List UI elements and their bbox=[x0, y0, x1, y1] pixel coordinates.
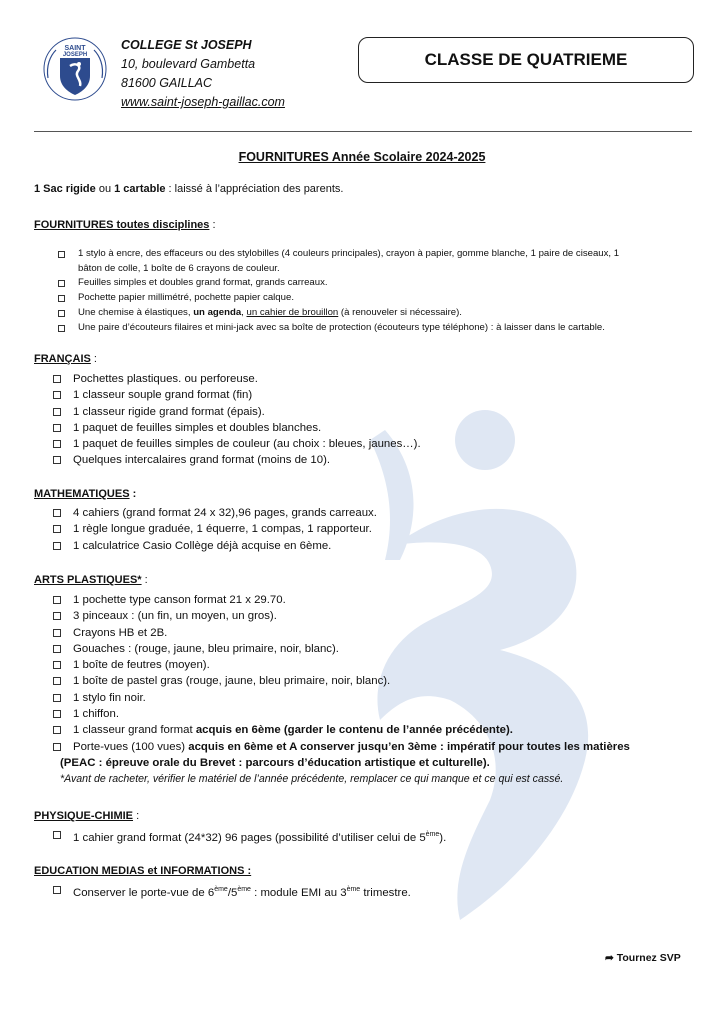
list-item bbox=[58, 306, 698, 321]
item-text: 1 classeur grand format bbox=[73, 724, 196, 737]
item-text: 1 pochette type canson format 21 x 29.70. bbox=[73, 594, 286, 606]
bag-option-2: 1 cartable bbox=[114, 183, 166, 195]
superscript: ème bbox=[425, 831, 440, 838]
item-text: 1 stylo à encre, des effaceurs ou des stylobilles (4 couleurs principales), crayon à papier, gomme blanche, 1 paire de ciseaux, 1 bbox=[78, 248, 620, 259]
item-text: Gouaches : (rouge, jaune, bleu primaire, noir, blanc). bbox=[73, 642, 339, 655]
checkbox-icon[interactable] bbox=[53, 629, 61, 637]
arts-footnote: *Avant de racheter, vérifier le matériel de l’année précédente, remplacer ce qui manque et ce qui est cassé. bbox=[60, 773, 564, 785]
item-text: 1 classeur rigide grand format (épais). bbox=[73, 405, 265, 418]
list-item bbox=[53, 722, 630, 738]
arts-colon: : bbox=[141, 574, 148, 586]
checkbox-icon[interactable] bbox=[53, 726, 61, 734]
address-line-1: 10, boulevard Gambetta bbox=[121, 57, 256, 71]
list-item bbox=[58, 321, 698, 336]
section-heading-maths bbox=[34, 488, 136, 500]
list-item bbox=[58, 247, 698, 262]
physique-list bbox=[53, 827, 446, 846]
checkbox-icon[interactable] bbox=[53, 375, 61, 383]
item-text-underline: un cahier de brouillon bbox=[246, 306, 339, 318]
arts-list bbox=[53, 592, 630, 755]
item-text: 1 chiffon. bbox=[73, 708, 120, 721]
item-text: 1 paquet de feuilles simples de couleur (au choix : bleues, jaunes…). bbox=[73, 438, 421, 451]
checkbox-icon[interactable] bbox=[53, 612, 61, 620]
checkbox-icon[interactable] bbox=[53, 408, 61, 416]
list-item bbox=[53, 608, 630, 624]
physique-heading: PHYSIQUE-CHIMIE bbox=[34, 810, 134, 822]
page-title: FOURNITURES Année Scolaire 2024-2025 bbox=[238, 150, 486, 164]
item-text: 3 pinceaux : (un fin, un moyen, un gros). bbox=[73, 610, 277, 623]
list-item bbox=[53, 673, 630, 689]
list-item bbox=[53, 592, 630, 608]
item-text: Quelques intercalaires grand format (moins de 10). bbox=[73, 454, 331, 467]
turn-page-note bbox=[605, 952, 681, 964]
list-item bbox=[53, 739, 630, 755]
list-item bbox=[53, 882, 411, 901]
list-item bbox=[58, 262, 698, 277]
bag-or: ou bbox=[95, 183, 115, 195]
item-text: 1 stylo fin noir. bbox=[73, 691, 146, 704]
item-text: Crayons HB et 2B. bbox=[73, 626, 168, 639]
list-item bbox=[53, 625, 630, 641]
checkbox-icon[interactable] bbox=[53, 391, 61, 399]
checkbox-icon[interactable] bbox=[53, 456, 61, 464]
checkbox-icon[interactable] bbox=[53, 831, 61, 839]
checkbox-icon[interactable] bbox=[58, 295, 65, 302]
maths-heading: MATHEMATIQUES bbox=[34, 488, 130, 500]
item-text: 1 boîte de feutres (moyen). bbox=[73, 659, 210, 672]
item-text: : module EMI au 3 bbox=[250, 886, 347, 899]
svg-text:JOSEPH: JOSEPH bbox=[62, 52, 88, 58]
list-item bbox=[53, 706, 630, 722]
checkbox-icon[interactable] bbox=[53, 440, 61, 448]
school-address-block bbox=[121, 36, 285, 112]
list-item bbox=[53, 538, 377, 554]
checkbox-icon[interactable] bbox=[58, 251, 65, 258]
checkbox-icon[interactable] bbox=[58, 325, 65, 332]
item-text: Pochette papier millimétré, pochette papier calque. bbox=[78, 292, 294, 304]
list-item bbox=[53, 452, 421, 468]
francais-heading: FRANÇAIS bbox=[34, 353, 91, 365]
section-heading-arts bbox=[34, 574, 148, 586]
school-website-link[interactable]: www.saint-joseph-gaillac.com bbox=[121, 95, 285, 109]
item-text: /5 bbox=[227, 886, 238, 899]
list-item bbox=[53, 436, 421, 452]
school-logo bbox=[42, 36, 108, 102]
address-line-2: 81600 GAILLAC bbox=[121, 76, 213, 90]
item-text: 1 boîte de pastel gras (rouge, jaune, bleu primaire, noir, blanc). bbox=[73, 675, 391, 688]
list-item bbox=[53, 641, 630, 657]
checkbox-icon[interactable] bbox=[53, 694, 61, 702]
turn-page-label: Tournez SVP bbox=[616, 952, 681, 964]
superscript: ème bbox=[214, 886, 228, 893]
bag-option-1: 1 Sac rigide bbox=[34, 183, 96, 195]
item-text: Une chemise à élastiques, bbox=[78, 306, 194, 318]
checkbox-icon[interactable] bbox=[53, 886, 61, 894]
checkbox-icon[interactable] bbox=[53, 677, 61, 685]
item-text: 4 cahiers (grand format 24 x 32),96 pages, grands carreaux. bbox=[73, 507, 377, 519]
peac-note: (PEAC : épreuve orale du Brevet : parcours d’éducation artistique et culturelle). bbox=[60, 757, 490, 769]
checkbox-icon[interactable] bbox=[53, 424, 61, 432]
emi-list bbox=[53, 882, 411, 901]
list-item bbox=[53, 521, 377, 537]
arts-heading: ARTS PLASTIQUES* bbox=[34, 574, 142, 586]
item-text: 1 calculatrice Casio Collège déjà acquise en 6ème. bbox=[73, 539, 332, 552]
list-item bbox=[53, 420, 421, 436]
class-label-box: CLASSE DE QUATRIEME bbox=[358, 37, 694, 83]
item-text: (à renouveler si nécessaire). bbox=[338, 306, 462, 318]
checkbox-icon[interactable] bbox=[53, 710, 61, 718]
turn-page-icon: ➦ bbox=[605, 952, 614, 964]
bag-line bbox=[34, 183, 343, 195]
item-text-bold: acquis en 6ème et A conserver jusqu’en 3ème : impératif pour toutes les matières bbox=[188, 740, 630, 753]
list-item bbox=[53, 827, 446, 846]
list-item bbox=[53, 371, 421, 387]
list-item bbox=[53, 657, 630, 673]
item-text: Feuilles simples et doubles grand format, grands carreaux. bbox=[78, 277, 328, 289]
maths-colon: : bbox=[129, 488, 137, 500]
list-item bbox=[53, 404, 421, 420]
maths-list bbox=[53, 505, 377, 554]
item-text: Pochettes plastiques. ou perforeuse. bbox=[73, 373, 258, 385]
checkbox-icon[interactable] bbox=[58, 280, 65, 287]
list-item bbox=[53, 690, 630, 706]
general-colon: : bbox=[209, 219, 216, 231]
item-text-bold: acquis en 6ème (garder le contenu de l’année précédente). bbox=[195, 724, 513, 737]
item-text: Conserver le porte-vue de 6 bbox=[73, 886, 215, 899]
item-text: , bbox=[241, 306, 247, 318]
bag-note: : laissé à l’appréciation des parents. bbox=[165, 183, 344, 195]
header-divider bbox=[34, 131, 692, 132]
item-text: trimestre. bbox=[360, 886, 411, 899]
list-item bbox=[58, 276, 698, 291]
item-text: 1 classeur souple grand format (fin) bbox=[73, 389, 253, 402]
item-text: Porte-vues (100 vues) bbox=[73, 740, 189, 753]
list-item bbox=[53, 505, 377, 521]
list-item bbox=[58, 291, 698, 306]
checkbox-icon[interactable] bbox=[53, 542, 61, 550]
item-text: 1 règle longue graduée, 1 équerre, 1 compas, 1 rapporteur. bbox=[73, 523, 372, 536]
superscript: ème bbox=[346, 886, 361, 893]
checkbox-icon[interactable] bbox=[53, 661, 61, 669]
logo-text: SAINT bbox=[64, 45, 86, 52]
section-heading-physique bbox=[34, 810, 139, 822]
francais-list bbox=[53, 371, 421, 469]
section-heading-emi bbox=[34, 865, 251, 877]
item-text: ). bbox=[439, 831, 447, 844]
general-heading: FOURNITURES toutes disciplines bbox=[34, 219, 210, 231]
item-text: bâton de colle, 1 boîte de 6 crayons de couleur. bbox=[78, 262, 280, 274]
checkbox-icon[interactable] bbox=[53, 525, 61, 533]
physique-colon: : bbox=[133, 810, 140, 822]
item-text: Une paire d’écouteurs filaires et mini-jack avec sa boîte de protection (écouteurs type téléphone) : à laisser dans le cartable. bbox=[78, 321, 605, 333]
superscript: ème bbox=[237, 886, 251, 893]
checkbox-icon[interactable] bbox=[53, 596, 61, 604]
checkbox-icon[interactable] bbox=[53, 743, 61, 751]
checkbox-icon[interactable] bbox=[53, 645, 61, 653]
checkbox-icon[interactable] bbox=[53, 509, 61, 517]
school-name: COLLEGE St JOSEPH bbox=[121, 38, 252, 52]
checkbox-icon[interactable] bbox=[58, 310, 65, 317]
emi-heading: EDUCATION MEDIAS et INFORMATIONS : bbox=[34, 865, 252, 877]
section-heading-francais bbox=[34, 353, 97, 365]
francais-colon: : bbox=[90, 353, 97, 365]
list-item bbox=[53, 387, 421, 403]
item-text-bold: un agenda bbox=[193, 306, 242, 318]
section-heading-general bbox=[34, 219, 216, 231]
general-list bbox=[58, 247, 698, 335]
item-text: 1 cahier grand format (24*32) 96 pages (possibilité d’utiliser celui de 5 bbox=[73, 831, 426, 844]
item-text: 1 paquet de feuilles simples et doubles blanches. bbox=[73, 421, 322, 434]
